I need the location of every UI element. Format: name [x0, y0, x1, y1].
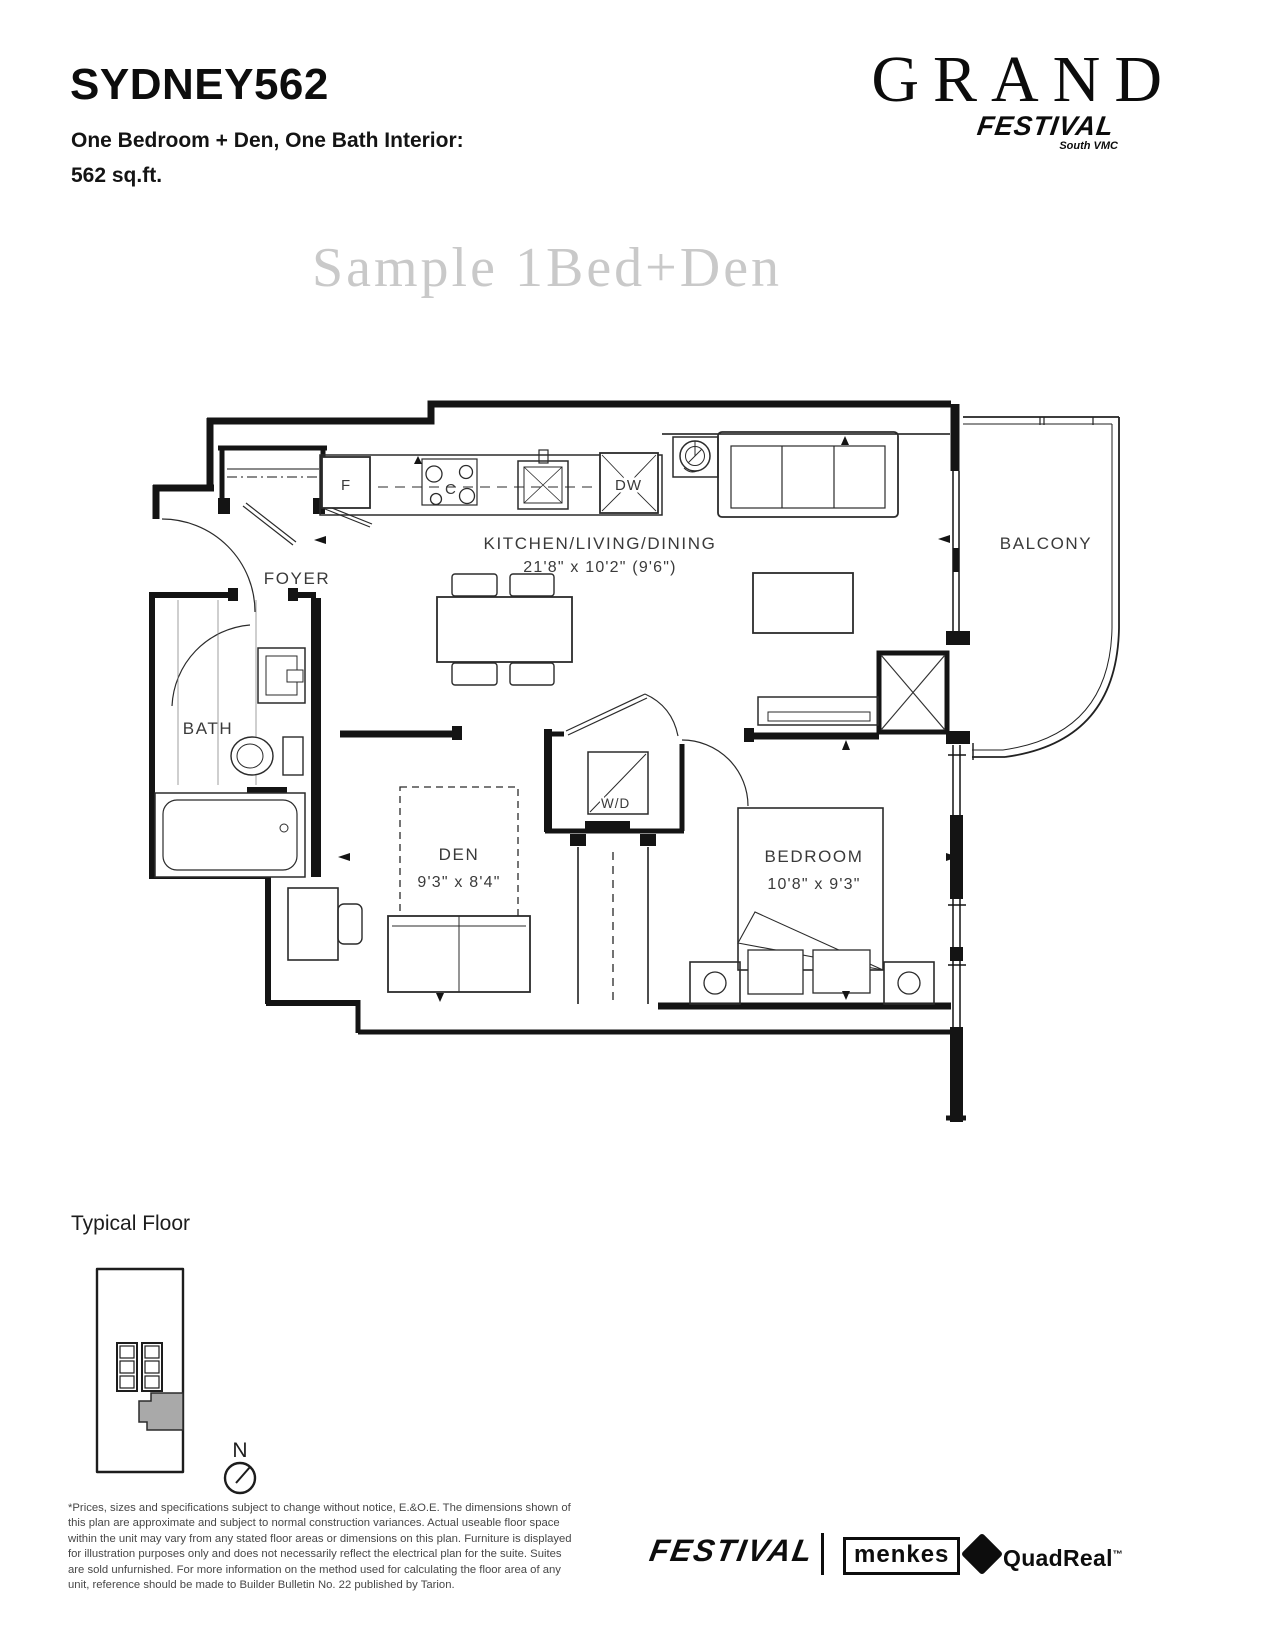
disclaimer-text: *Prices, sizes and specifications subject to change without notice, E.&O.E. The dimensions shown of this plan are approximate and subject to normal construction variances. Actual useable floor space within the unit may vary from any stated floor areas or dimensions on this plan. Furniture is displayed for illustration purposes only and does not necessarily reflect the electrical plan for the suite. Suites are sold unfurnished. For more information on the method used for calculating the floor area of any unit, reference should be made to Builder Bulletin No. 22 published by Tarion.: [68, 1502, 572, 1592]
page-title: SYDNEY562: [70, 60, 329, 109]
entry-door-arc: [162, 519, 255, 612]
kitchen-sink: [518, 450, 568, 509]
closet-door-leaf: [243, 503, 296, 545]
foyer-closet: [218, 448, 327, 500]
sofa: [718, 432, 898, 517]
media-console: [758, 697, 878, 725]
quadreal-wordmark: QuadReal: [1003, 1545, 1113, 1571]
fridge-label: F: [341, 477, 352, 494]
washer-dryer-label: W/D: [601, 796, 631, 811]
dishwasher-label: DW: [615, 477, 642, 494]
room-label-bedroom: BEDROOM: [764, 847, 864, 866]
grand-logo: GRAND: [871, 43, 1176, 116]
north-label: N: [232, 1439, 248, 1462]
room-dims-den: 9'3" x 8'4": [417, 874, 501, 891]
festival-footer-logo: FESTIVAL: [647, 1533, 817, 1568]
room-label-bath: BATH: [182, 719, 234, 738]
room-label-kitchen-living-dining: KITCHEN/LIVING/DINING: [483, 534, 717, 553]
wd-door-arc: [645, 694, 678, 736]
nightstand-right: [884, 962, 934, 1004]
sample-watermark: Sample 1Bed+Den: [312, 237, 783, 299]
bed: [738, 808, 883, 994]
washer-dryer-box: [588, 752, 648, 814]
coffee-table: [753, 573, 853, 633]
desk: [288, 888, 362, 960]
north-compass: [225, 1439, 255, 1493]
menkes-logo: menkes: [843, 1537, 960, 1575]
shaft: [879, 653, 947, 732]
toilet: [231, 737, 303, 775]
bathtub: [155, 793, 305, 877]
bedroom-door-arc: [682, 740, 748, 806]
cooktop-label: C: [445, 481, 457, 498]
fridge: [322, 457, 370, 508]
quadreal-logo: [1003, 1545, 1123, 1572]
logo-divider: [821, 1533, 824, 1575]
quadreal-diamond-icon: [961, 1533, 1003, 1575]
dining-table: [437, 574, 572, 685]
unit-highlight: [139, 1393, 183, 1430]
brand-tagline: South VMC: [1059, 139, 1118, 152]
room-label-den: DEN: [438, 845, 480, 864]
dishwasher: [600, 453, 658, 513]
nightstand-left: [690, 962, 740, 1004]
room-label-balcony: BALCONY: [999, 534, 1093, 553]
key-plan-title: Typical Floor: [71, 1212, 191, 1235]
room-label-foyer: FOYER: [263, 569, 331, 588]
unit-area: 562 sq.ft.: [71, 164, 163, 187]
exterior-walls: [153, 404, 966, 1120]
room-dims-bedroom: 10'8" x 9'3": [767, 876, 861, 893]
bath-door-arc: [172, 625, 250, 706]
festival-logo: FESTIVAL: [975, 110, 1117, 141]
vanity-sink: [258, 648, 305, 703]
wd-door-leaf: [566, 694, 647, 735]
footer-logos: [645, 1525, 1205, 1585]
key-plan-building: [97, 1269, 183, 1472]
unit-subtitle: One Bedroom + Den, One Bath Interior:: [71, 129, 464, 152]
balcony-outline: [963, 417, 1119, 760]
den-daybed: [388, 916, 530, 992]
range-hood: [673, 437, 718, 477]
fridge-door-leaf: [325, 506, 372, 527]
quadreal-tm: ™: [1112, 1549, 1124, 1561]
room-dims-kitchen-living-dining: 21'8" x 10'2" (9'6"): [523, 559, 677, 576]
